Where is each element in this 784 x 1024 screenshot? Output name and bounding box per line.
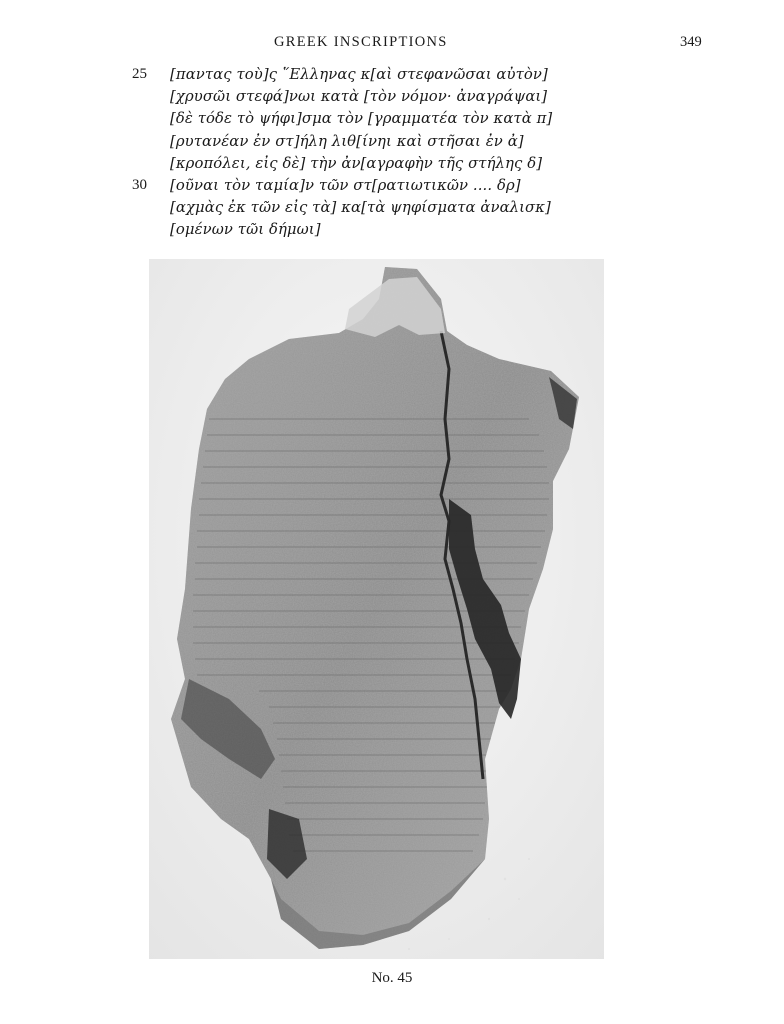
line-number: 25	[132, 66, 147, 82]
inscription-line	[0, 221, 784, 243]
line-text: [αχμὰς ἐκ τῶν εἰς τὰ] κα[τὰ ψηφίσματα ἀναλισκ]	[170, 199, 551, 217]
inscription-line	[0, 177, 784, 199]
inscription-line	[0, 110, 784, 132]
line-number: 30	[132, 176, 147, 193]
inscription-line	[0, 199, 784, 221]
line-text: [παντας τοὺ]ς ῞Ελληνας κ[αὶ στεφανῶσαι αὐτὸν]	[170, 66, 548, 83]
figure-caption: No. 45	[371, 970, 413, 986]
inscription-text	[0, 66, 784, 244]
inscription-line	[0, 133, 784, 155]
page-number: 349	[680, 34, 702, 50]
stone-photograph-svg	[149, 259, 604, 959]
stone-photograph	[149, 259, 604, 959]
line-text: [οῦναι τὸν ταμία]ν τῶν στ[ρατιωτικῶν .... δρ]	[170, 176, 521, 194]
line-text: [ρυτανέαν ἐν στ]ήλη λιθ[ίνηι καὶ στῆσαι ἐν ἀ]	[170, 132, 524, 150]
running-title: GREEK INSCRIPTIONS	[274, 34, 448, 50]
line-text: [ομένων τῶι δήμωι]	[170, 221, 321, 239]
inscription-line	[0, 155, 784, 177]
inscription-line	[0, 66, 784, 88]
inscription-line	[0, 88, 784, 110]
running-head	[0, 34, 784, 56]
line-text: [κροπόλει, εἰς δὲ] τὴν ἀν[αγραφὴν τῆς στήλης δ]	[170, 154, 543, 172]
line-text: [χρυσῶι στεφά]νωι κατὰ [τὸν νόμον· ἀναγράψαι]	[170, 88, 548, 106]
line-text: [δὲ τόδε τὸ ψήφι]σμα τὸν [γραμματέα τὸν κατὰ π]	[170, 110, 553, 128]
